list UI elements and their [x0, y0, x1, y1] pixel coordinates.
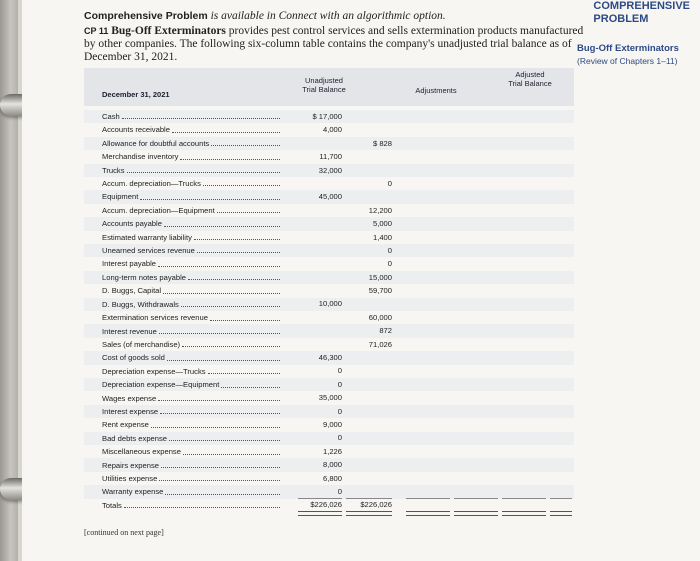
leader-dots [194, 231, 280, 240]
account-row [102, 325, 282, 338]
credit-value [346, 110, 392, 123]
credit-value [346, 150, 392, 163]
credit-value [346, 431, 392, 444]
account-row [102, 418, 282, 431]
leader-dots [165, 485, 280, 494]
adjustments-header: Adjustments [415, 86, 457, 95]
account-row [102, 123, 282, 136]
account-row [102, 150, 282, 163]
debit-value [284, 244, 342, 257]
debit-value [284, 311, 342, 324]
leader-dots [169, 432, 280, 441]
unadjusted-credit-column [346, 110, 392, 512]
account-row [102, 445, 282, 458]
intro-line: is available in Connect with an algorithmic option. [210, 10, 446, 22]
leader-dots [158, 392, 280, 401]
debit-value [284, 231, 342, 244]
account-row [102, 244, 282, 257]
credit-value [346, 418, 392, 431]
leader-dots [210, 311, 280, 320]
account-name: Bad debts expense [102, 433, 168, 443]
debit-value [284, 324, 342, 337]
account-name: Rent expense [102, 420, 149, 430]
credit-value: 0 [387, 178, 392, 188]
cp-number: CP 11 [84, 26, 109, 36]
account-name: Depreciation expense—Trucks [102, 366, 206, 376]
leader-dots [163, 284, 280, 293]
account-name: Wages expense [102, 393, 157, 403]
adjusted-line1: Adjusted [515, 70, 545, 79]
account-row [102, 472, 282, 485]
account-row [102, 392, 282, 405]
account-name: Miscellaneous expense [102, 447, 181, 457]
sidebar-review: (Review of Chapters 1–11) [577, 56, 678, 66]
debit-value: 11,700 [319, 152, 342, 162]
account-row [102, 231, 282, 244]
leader-dots [208, 365, 280, 374]
textbook-page [22, 0, 700, 561]
account-name: Allowance for doubtful accounts [102, 138, 210, 148]
binder-spine [0, 0, 18, 561]
account-row [102, 284, 282, 297]
account-name: Depreciation expense—Equipment [102, 380, 220, 390]
leader-dots [161, 459, 280, 468]
account-name: Sales (of merchandise) [102, 339, 181, 349]
account-row [102, 432, 282, 445]
leader-dots [151, 418, 280, 427]
debit-value: 1,226 [322, 446, 342, 456]
account-row [102, 338, 282, 351]
adjusted-header [494, 70, 566, 88]
debit-value [284, 257, 342, 270]
account-row [102, 405, 282, 418]
account-row [102, 298, 282, 311]
debit-value: $226,026 [310, 500, 342, 510]
account-row [102, 257, 282, 270]
leader-dots [167, 351, 280, 360]
credit-value [346, 378, 392, 391]
account-row [102, 110, 282, 123]
credit-value [346, 391, 392, 404]
debit-value: 46,300 [318, 353, 342, 363]
debit-value [284, 204, 342, 217]
six-column-table [84, 68, 574, 530]
credit-value [346, 297, 392, 310]
sum-rule [454, 498, 498, 499]
account-name: Cash [102, 112, 120, 121]
account-row [102, 485, 282, 498]
debit-value: 0 [337, 379, 342, 389]
unadjusted-line1: Unadjusted [305, 76, 343, 85]
company-name: Bug-Off Exterminators [111, 25, 226, 37]
credit-value: 0 [387, 259, 392, 269]
account-row [102, 190, 282, 203]
debit-value [284, 217, 342, 230]
account-name: Accum. depreciation—Trucks [102, 179, 201, 189]
credit-value: 71,026 [368, 339, 392, 349]
sum-rule [550, 498, 572, 499]
leader-dots [203, 177, 280, 186]
credit-value [346, 351, 392, 364]
debit-value: 45,000 [318, 192, 342, 202]
sum-rule [502, 498, 546, 499]
credit-value [346, 190, 392, 203]
credit-value: 0 [387, 245, 392, 255]
account-name: Extermination services revenue [102, 313, 208, 323]
account-name: Equipment [102, 192, 139, 202]
leader-dots [158, 257, 280, 266]
credit-value [346, 458, 392, 471]
debit-value: 4,000 [322, 125, 342, 135]
account-name: Interest revenue [102, 326, 157, 336]
account-row [102, 271, 282, 284]
credit-value [346, 472, 392, 485]
problem-header [84, 10, 584, 64]
debit-value: 6,800 [322, 473, 342, 483]
account-name: Trucks [102, 165, 125, 175]
comprehensive-heading [593, 0, 690, 26]
credit-value [346, 164, 392, 177]
account-name: Totals [102, 500, 122, 510]
account-row [102, 137, 282, 150]
sum-rule [406, 498, 450, 499]
debit-value: 0 [337, 406, 342, 416]
debit-value [284, 271, 342, 284]
credit-value: 12,200 [368, 205, 392, 215]
credit-value: $ 828 [372, 138, 392, 148]
unadjusted-header [292, 76, 356, 94]
debit-value: 0 [337, 433, 342, 443]
leader-dots [188, 271, 280, 280]
account-row [102, 204, 282, 217]
unadjusted-debit-column [284, 110, 342, 512]
leader-dots [182, 338, 280, 347]
account-name: Long-term notes payable [102, 272, 187, 282]
leader-dots [140, 190, 280, 199]
leader-dots [181, 298, 280, 307]
account-name: Warranty expense [102, 487, 164, 497]
account-row [102, 351, 282, 364]
account-row [102, 164, 282, 177]
credit-value: 1,400 [372, 232, 392, 242]
account-name: Merchandise inventory [102, 152, 179, 162]
account-name: Accounts payable [102, 219, 162, 229]
credit-value [346, 123, 392, 136]
account-name: Repairs expense [102, 460, 159, 470]
problem-label: Comprehensive Problem [84, 10, 208, 22]
leader-dots [122, 110, 280, 119]
debit-value: 35,000 [318, 393, 342, 403]
leader-dots [180, 150, 280, 159]
account-name: Utilities expense [102, 473, 158, 483]
credit-value [346, 445, 392, 458]
credit-value [346, 485, 392, 498]
account-row [102, 365, 282, 378]
problem-description: provides pest control services and sells extermination products manufactured by other companies. The following six-column table contains the company's unadjusted trial balance as of December 31, 2021. [84, 25, 584, 63]
unadjusted-line2: Trial Balance [302, 85, 346, 94]
date-header: December 31, 2021 [102, 90, 170, 99]
account-name: Interest payable [102, 259, 157, 269]
debit-value: 8,000 [322, 460, 342, 470]
debit-value: 0 [337, 366, 342, 376]
account-row [102, 378, 282, 391]
double-rule [346, 511, 392, 516]
debit-value: 10,000 [318, 299, 342, 309]
credit-value [346, 405, 392, 418]
debit-value: 32,000 [318, 165, 342, 175]
sidebar-company: Bug-Off Exterminators [577, 43, 679, 54]
heading-line1: COMPREHENSIVE [593, 0, 690, 12]
account-row [102, 499, 282, 512]
debit-value [284, 177, 342, 190]
sum-rule [346, 498, 392, 499]
heading-line2: PROBLEM [593, 13, 649, 25]
account-names [102, 110, 282, 512]
account-name: Accounts receivable [102, 125, 170, 135]
account-name: Unearned services revenue [102, 246, 195, 256]
leader-dots [164, 217, 280, 226]
adjusted-line2: Trial Balance [508, 79, 552, 88]
credit-value: 60,000 [368, 312, 392, 322]
double-rule [502, 511, 546, 516]
account-name: Accum. depreciation—Equipment [102, 205, 215, 215]
leader-dots [217, 204, 280, 213]
account-row [102, 459, 282, 472]
credit-value [346, 364, 392, 377]
credit-value: 872 [379, 326, 392, 336]
debit-value: 9,000 [322, 419, 342, 429]
debit-value: 0 [337, 486, 342, 496]
debit-value [284, 338, 342, 351]
leader-dots [197, 244, 280, 253]
account-name: Cost of goods sold [102, 353, 165, 363]
leader-dots [172, 123, 280, 132]
leader-dots [221, 378, 280, 387]
credit-value: $226,026 [360, 500, 392, 510]
credit-value: 5,000 [372, 219, 392, 229]
double-rule [454, 511, 498, 516]
account-name: Estimated warranty liability [102, 232, 192, 242]
leader-dots [211, 137, 280, 146]
debit-value [284, 137, 342, 150]
debit-value: $ 17,000 [312, 112, 342, 121]
account-name: Interest expense [102, 406, 159, 416]
continued-note: [continued on next page] [84, 528, 164, 537]
account-row [102, 311, 282, 324]
leader-dots [124, 499, 280, 508]
double-rule [298, 511, 342, 516]
leader-dots [183, 445, 280, 454]
credit-value: 59,700 [368, 286, 392, 296]
double-rule [406, 511, 450, 516]
account-row [102, 177, 282, 190]
account-name: D. Buggs, Withdrawals [102, 299, 179, 309]
leader-dots [160, 405, 280, 414]
credit-value: 15,000 [368, 272, 392, 282]
leader-dots [159, 472, 280, 481]
account-name: D. Buggs, Capital [102, 286, 162, 296]
leader-dots [127, 164, 281, 173]
leader-dots [159, 325, 280, 334]
double-rule [550, 511, 572, 516]
account-row [102, 217, 282, 230]
sum-rule [298, 498, 342, 499]
debit-value [284, 284, 342, 297]
